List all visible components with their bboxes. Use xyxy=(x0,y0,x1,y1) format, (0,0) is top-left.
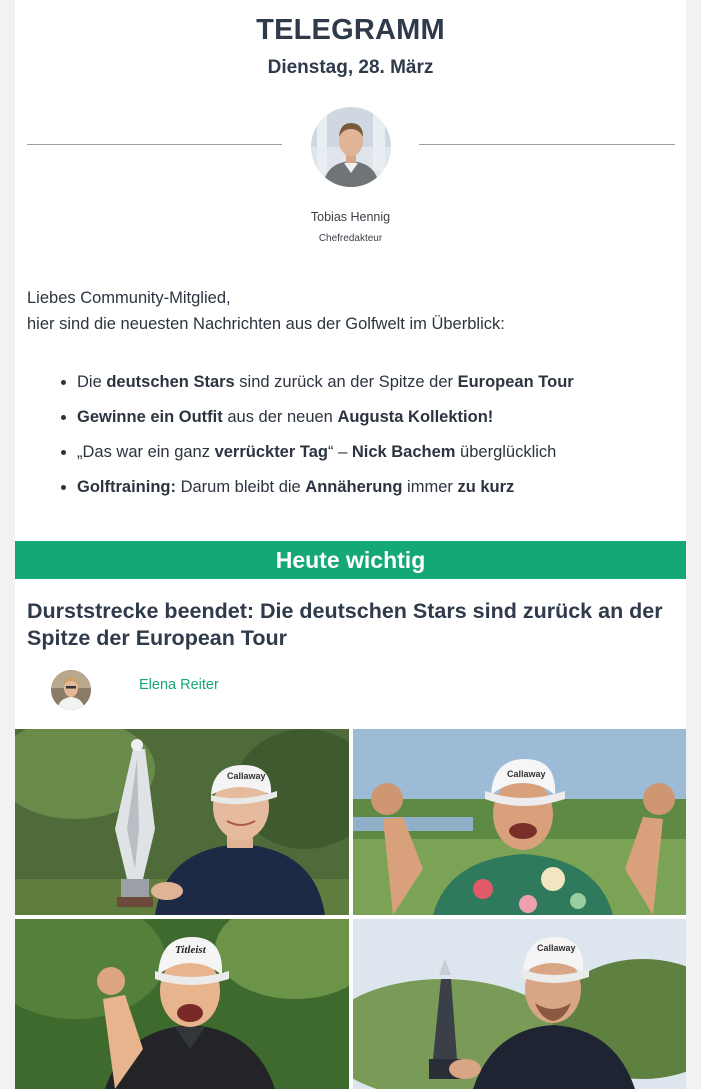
photo-trophy-winner[interactable] xyxy=(15,729,349,915)
cap-logo-text: Titleist xyxy=(175,944,206,956)
divider-right xyxy=(419,144,675,145)
editor-role: Chefredakteur xyxy=(318,233,383,244)
newsletter-card xyxy=(15,0,686,1089)
cap-logo-text: Callaway xyxy=(227,771,266,781)
newsletter-title: TELEGRAMM xyxy=(256,14,445,46)
author-name[interactable]: Elena Reiter xyxy=(139,677,219,693)
author-avatar xyxy=(51,670,91,710)
divider-left xyxy=(27,144,282,145)
headline-list-item[interactable]: • Golftraining: Darum bleibt die Annäherung immer zu kurz xyxy=(77,475,677,510)
photo-celebrating-golfer[interactable] xyxy=(353,729,686,915)
greeting-text xyxy=(27,285,667,337)
headline-list xyxy=(27,370,677,510)
newsletter-date: Dienstag, 28. März xyxy=(267,57,434,78)
editor-name: Tobias Hennig xyxy=(310,210,391,224)
article-headline[interactable]: Durststrecke beendet: Die deutschen Stars sind zurück an der Spitze der European Tour xyxy=(27,599,663,650)
headline-list-item[interactable]: • Die deutschen Stars sind zurück an der Spitze der European Tour xyxy=(77,370,677,405)
editor-avatar xyxy=(311,107,391,187)
cap-logo-text: Callaway xyxy=(507,769,546,779)
headline-list-item[interactable]: • Gewinne ein Outfit aus der neuen Augusta Kollektion! xyxy=(77,405,677,440)
photo-trophy-holder[interactable] xyxy=(353,919,686,1089)
greeting-line-2: hier sind die neuesten Nachrichten aus der Golfwelt im Überblick: xyxy=(27,315,505,333)
headline-list-item[interactable]: • „Das war ein ganz verrückter Tag“ – Nick Bachem überglücklich xyxy=(77,440,677,475)
section-banner: Heute wichtig xyxy=(15,541,686,579)
cap-logo-text: Callaway xyxy=(537,943,576,953)
greeting-line-1: Liebes Community-Mitglied, xyxy=(27,289,231,307)
photo-cheering-golfer[interactable] xyxy=(15,919,349,1089)
